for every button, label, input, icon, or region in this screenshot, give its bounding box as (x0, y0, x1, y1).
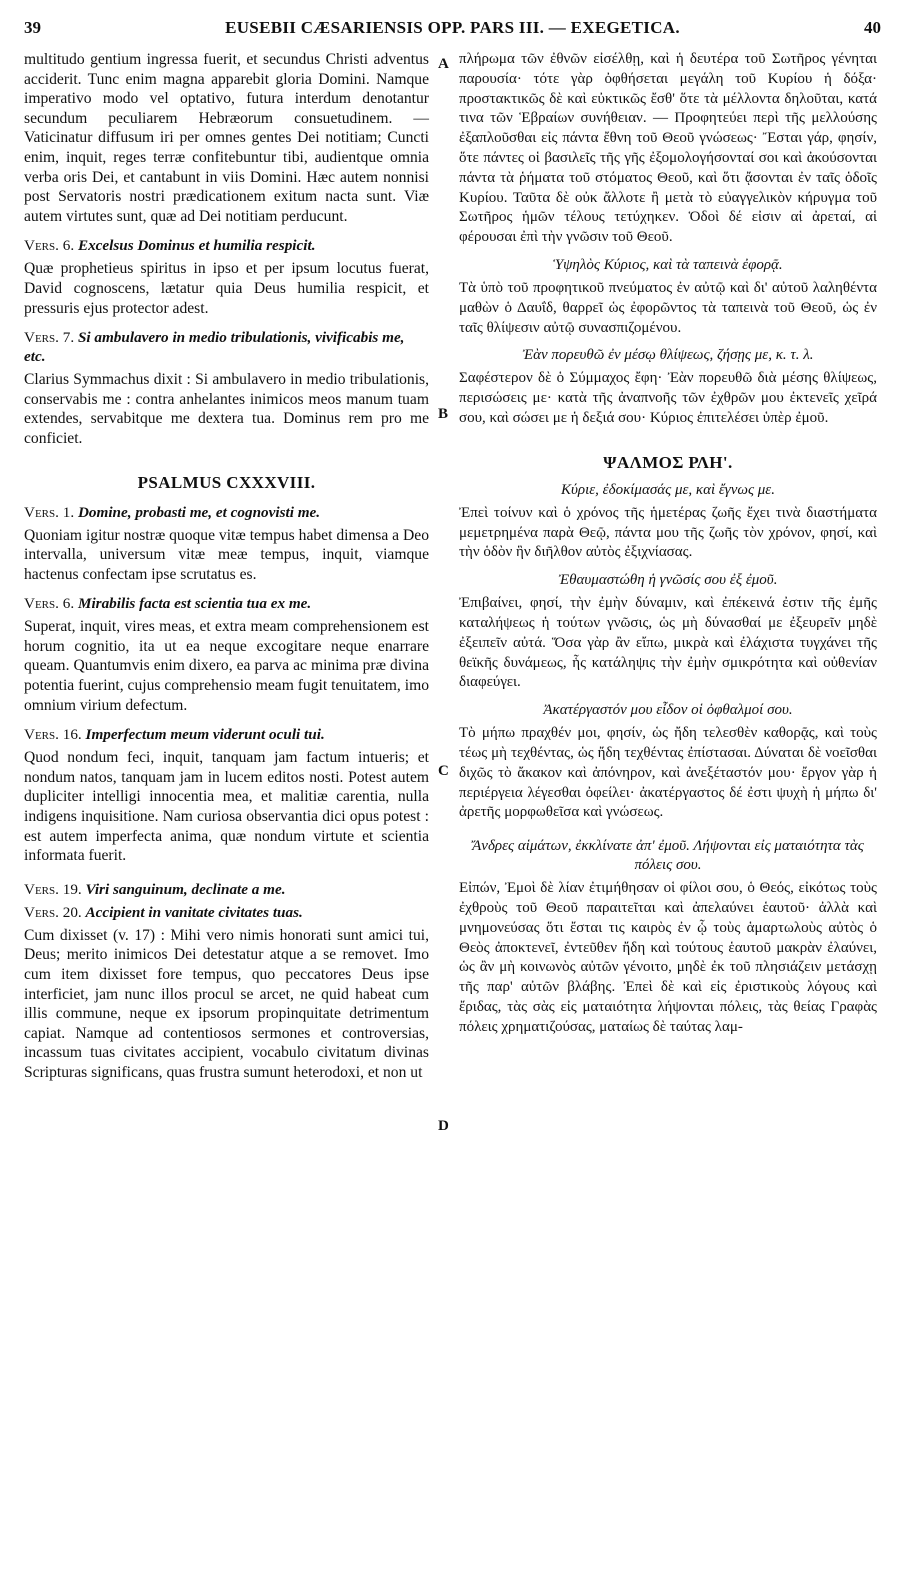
verse-heading (24, 725, 429, 744)
latin-paragraph: Superat, inquit, vires meas, et extra meam comprehensionem est horum cognitio, ita ut ea neque excogitare neque enarrare queam. Quantumvis enim dixero, ea parva ac minima præ divina potentia fuerint, cujus comprehensio meam fugit tenuitatem, imo omnium virium defectum. (24, 618, 429, 714)
margin-letter-c: C (438, 763, 449, 779)
greek-paragraph: Εἰπών, Ἐμοὶ δὲ λίαν ἐτιμήθησαν οἱ φίλοι σου, ὁ Θεός, εἰκότως τοὺς ἐχθροὺς τοῦ Θεοῦ παραιτεῖται καὶ ἀπελαύνει ἑαυτοῦ· ἀλλὰ καὶ μνημονεύσας ὅτι ἔσται τις καιρὸς ἐν ᾧ τοὺς ἁμαρτωλοὺς αὐτὸς ὁ Θεὸς ἀποκτενεῖ, ἐντεῦθεν ἤδη καὶ τούτους ἑαυτοῦ μακρὰν ἐλαύνει, ὡς ἂν μὴ κοινωνὸς αὐτῶν γένοιτο, μηδὲ ἐκ τοῦ πλησιάζειν μετάσχῃ τῆς παρ' αὐτῶν βλάβης. Ἐπεὶ δὲ καὶ εἰς ἐριστικοὺς λόγους καὶ ἔριδας, τὰς σὰς εἰς ματαιότητα λήψονται πόλεις, τὰς θείας Γραφὰς πόλεις χρηματιζούσας, ματαίως δὲ ταύτας λαμ- (459, 880, 877, 1035)
latin-column (24, 50, 429, 1089)
verse-text: Mirabilis facta est scientia tua ex me. (77, 595, 312, 613)
latin-paragraph: Cum dixisset (v. 17) : Mihi vero nimis honorati sunt amici tui, Deus; merito inimicos Dei detestatur atque a se removet. Imo cum item dixisset fore tempus, quo peccatores Deus ipse interficiet, jam nunc illos procul se arcet, ne quid habeat cum illis commune, neque ex ipsorum propinquitate detrimentum capiat. Namque ad contentiosos sermones et controversias, incassum tuas civitates accipient, vocabulo civitatum divinas Scripturas significans, quas frustra sumunt heterodoxi, et non ut (24, 926, 429, 1081)
latin-paragraph: Clarius Symmachus dixit : Si ambulavero in medio tribulationis, conservabis me : contra anhelantes inimicos meos manum tuam extendes, servabitque me dextera tua. Dominus rem pro me conficiet. (24, 371, 429, 447)
verse-number: Vers. 6. (24, 595, 75, 613)
greek-paragraph: πλήρωμα τῶν ἐθνῶν εἰσέλθῃ, καὶ ἡ δευτέρα τοῦ Σωτῆρος γένηται παρουσία· τότε γὰρ ὀφθήσεται μεγάλη τοῦ Κυρίου ἡ δόξα· προστακτικῶς δὲ καὶ εὐκτικῶς ἔσθ' ὅτε τὰ μέλλοντα δηλοῦται, κατά τινα τῶν Ἑβραίων συνήθειαν. — Προφητεύει περὶ τῆς μελλούσης ἐξαπλοῦσθαι εἰς πάντα ἔθνη τοῦ Θεοῦ γνώσεως· Ἔσται γάρ, φησίν, ὅτε πάντες οἱ βασιλεῖς τῆς γῆς ἐξομολογήσονταί σοι καὶ ἀκούσονται πάντα τὰ ῥήματα τοῦ στόματος Θεοῦ, καὶ ὅτι ᾄσονται ἐν ταῖς ὁδοῖς Κυρίου. Ταῦτα δὲ οὐκ ἄλλοτε ἢ μετὰ τὸ εὐαγγελικὸν κήρυγμα τοῦ Σωτῆρος ἡμῶν τέλους τετύχηκεν. Ὁδοὶ δέ εἰσιν αἱ ἀρεταί, αἱ φέρουσαι ἐπὶ τὴν γνῶσιν τοῦ Θεοῦ. (459, 51, 877, 246)
greek-verse: Ἐὰν πορευθῶ ἐν μέσῳ θλίψεως, ζήσῃς με, κ. τ. λ. (522, 347, 814, 364)
greek-paragraph: Τὸ μήπω πραχθέν μοι, φησίν, ὡς ἤδη τελεσθὲν καθορᾷς, καὶ τοὺς τέως μὴ τεχθέντας, ὡς ἤδη τεχθέντας ἐπίστασαι. Δύναται δὲ νοεῖσθαι διχῶς τὸ ἄκακον καὶ ἀπόνηρον, καὶ ἀνεξέταστόν μου· ἔργον γὰρ ἡ περιέργεια λέγεσθαι ὀφείλει· ἀκατέργαστος δέ ἐστι ψυχὴ ἡ μήπω δι' ἀρετῆς μορφωθεῖσα καὶ γνώσεως. (459, 725, 877, 821)
verse-heading (24, 328, 429, 366)
page-number-left: 39 (24, 18, 41, 37)
greek-paragraph: Σαφέστερον δὲ ὁ Σύμμαχος ἔφη· Ἐὰν πορευθῶ διὰ μέσης θλίψεως, περισώσεις με· κατὰ τῆς ἀναπνοῆς τῶν ἐχθρῶν μου ἐκτενεῖς χεῖρά σου, καὶ σώσει με ἡ δεξιά σου· Κύριος ἐπιτελέσει ὑπὲρ ἐμοῦ. (459, 370, 877, 426)
verse-number: Vers. 7. (24, 329, 75, 347)
verse-heading (24, 236, 429, 255)
verse-text: Excelsus Dominus et humilia respicit. (77, 237, 316, 255)
greek-paragraph: Ἐπιβαίνει, φησί, τὴν ἐμὴν δύναμιν, καὶ ἐπέκεινά ἐστιν τῆς ἐμῆς καταλήψεως ἡ τούτων γνῶσις, ὡς μὴ δύνασθαί με ἐξευρεῖν μηδὲ ἐξειπεῖν αὐτά. Ὅσα γὰρ ἂν εἴπω, μικρὰ καὶ ἐλάχιστα τυγχάνει τῆς θεϊκῆς δυνάμεως, ἧς κατάληψις τὴν ἐμὴν σμικρότητα καὶ οὐθενίαν διαφεύγει. (459, 595, 877, 691)
greek-paragraph: Τὰ ὑπὸ τοῦ προφητικοῦ πνεύματος ἐν αὐτῷ καὶ δι' αὐτοῦ λαληθέντα μαθὼν ὁ Δαυΐδ, θαρρεῖ ὡς ἐφορῶντος τὰ ταπεινὰ τοῦ Θεοῦ, ὡς ἐν ταῖς θλίψεσιν αὐτῷ συνασπιζομένου. (459, 279, 877, 336)
verse-heading (24, 594, 429, 613)
greek-verse: Ἀκατέργαστόν μου εἶδον οἱ ὀφθαλμοί σου. (543, 702, 793, 719)
greek-verse: Ἄνδρες αἱμάτων, ἐκκλίνατε ἀπ' ἐμοῦ. Λήψονται εἰς ματαιότητα τὰς πόλεις σου. (472, 838, 864, 874)
verse-number: Vers. 16. (24, 726, 82, 744)
latin-paragraph: Quæ prophetieus spiritus in ipso et per ipsum locutus fuerat, David cognoscens, lætatur quia Deus humilia respicit, et pressuris ejus protector adest. (24, 260, 429, 317)
latin-paragraph: Quoniam igitur nostræ quoque vitæ tempus habet dimensa a Deo intervalla, universum vitæ meæ tempus, inquit, viamque hactenus confectam ipse scrutatus es. (24, 526, 429, 583)
verse-number: Vers. 19. (24, 880, 82, 898)
verse-text: Viri sanguinum, declinate a me. (85, 880, 286, 898)
page-number-right: 40 (864, 18, 881, 37)
verse-heading (24, 880, 429, 899)
verse-text: Imperfectum meum viderunt oculi tui. (85, 726, 325, 744)
greek-paragraph: Ἐπεὶ τοίνυν καὶ ὁ χρόνος τῆς ἡμετέρας ζωῆς ἔχει τινὰ διαστήματα μεμετρημένα παρὰ Θεῷ, πάντα μου τῆς ζωῆς τὸν χρόνον, φησί, καὶ τὴν ὁδὸν ἣν διῆλθον αὐτὸς ἐξιχνίασας. (459, 504, 877, 561)
margin-letter-b: B (438, 406, 449, 422)
running-title: EUSEBII CÆSARIENSIS OPP. PARS III. — EXEGETICA. (225, 18, 680, 37)
verse-heading (24, 503, 429, 522)
verse-text: Si ambulavero in medio tribulationis, vivificabis me, etc. (24, 329, 405, 366)
psalm-title-greek: ΨΑΛΜΟΣ ΡΛΗ'. (603, 452, 733, 472)
margin-letter-a: A (438, 56, 449, 72)
greek-verse: Ἐθαυμαστώθη ἡ γνῶσίς σου ἐξ ἐμοῦ. (558, 572, 778, 589)
verse-text: Accipient in vanitate civitates tuas. (85, 903, 303, 921)
psalm-title-latin: PSALMUS CXXXVIII. (137, 472, 316, 492)
greek-verse: Κύριε, ἐδοκίμασάς με, καὶ ἔγνως με. (561, 481, 775, 498)
verse-text: Domine, probasti me, et cognovisti me. (77, 503, 321, 521)
page-header (24, 18, 881, 44)
verse-heading (24, 903, 429, 922)
greek-verse: Ὑψηλὸς Κύριος, καὶ τὰ ταπεινὰ ἐφορᾷ. (553, 256, 783, 273)
verse-number: Vers. 1. (24, 503, 75, 521)
latin-paragraph: multitudo gentium ingressa fuerit, et secundus Christi adventus acciderit. Tunc enim magna apparebit gloria Domini. Namque imperativo modo vel optativo, futura interdum denotantur secundum peculiarem Hebræorum consuetudinem. — Vaticinatur diffusum iri per omnes gentes Dei notitiam; Cuncti enim, inquit, reges terræ confitebuntur tibi, audientque omnia verba oris Dei, et cantabunt in viis Domini. Hæc autem nonnisi post Servatoris nostri prædicationem exitum nacta sunt. Viæ autem virtutes sunt, quæ ad Dei notitiam perducunt. (24, 51, 429, 225)
verse-number: Vers. 6. (24, 237, 75, 255)
latin-paragraph: Quod nondum feci, inquit, tanquam jam factum intueris; et nondum natos, tanquam jam in lucem editos nosti. Potest autem dupliciter intelligi innocentia mea, et malitiæ carentia, nulla indigens inquisitione. Nam curiosa observantia dici opus potest : est autem imperfecta anima, quæ nondum virtute et scientia informata fuerit. (24, 749, 429, 865)
greek-column (459, 50, 877, 1043)
margin-letter-d: D (438, 1118, 449, 1134)
verse-number: Vers. 20. (24, 903, 82, 921)
